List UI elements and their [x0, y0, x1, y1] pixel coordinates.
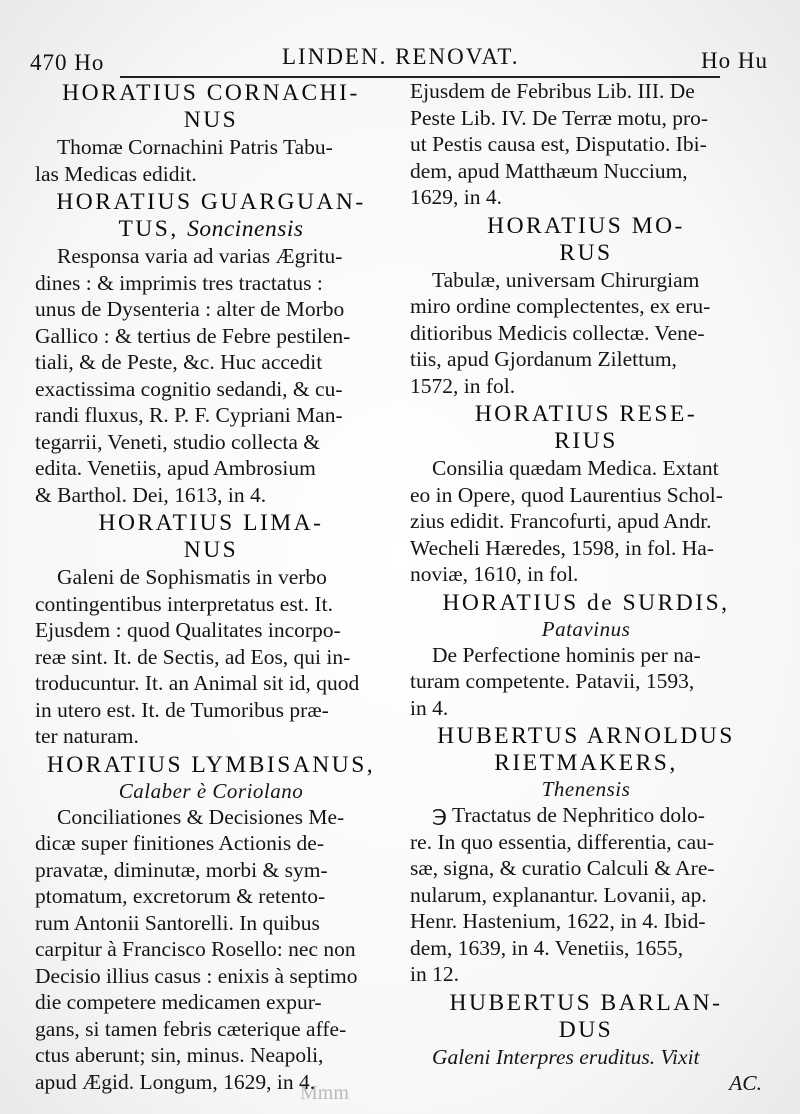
- text-line: exactissima cognitio sedandi, & cu-: [35, 376, 343, 401]
- text-line: re. In quo essentia, differentia, cau-: [410, 829, 715, 854]
- entry-heading: [35, 510, 387, 564]
- text-line: ut Pestis causa est, Disputatio. Ibi-: [410, 132, 707, 156]
- page-number-and-left-word: [30, 50, 104, 76]
- text-line: Tabulæ, universam Chirurgiam: [432, 267, 700, 292]
- heading-line: HORATIUS LYMBISANUS,: [46, 751, 376, 778]
- entry-body: [410, 802, 762, 988]
- heading-line: HORATIUS de SURDIS,: [442, 589, 730, 616]
- text-line: pravatæ, diminutæ, morbi & sym-: [35, 857, 328, 882]
- heading-line: TUS,: [118, 216, 179, 242]
- text-line: nularum, explanantur. Lovanii, ap.: [410, 882, 707, 907]
- text-line: las Medicas edidit.: [35, 161, 197, 186]
- text-line: Ejusdem de Febribus Lib. III. De: [410, 79, 695, 103]
- text-line: 1572, in fol.: [410, 373, 516, 398]
- right-words: Ho Hu: [701, 48, 768, 73]
- entry-body: [35, 243, 387, 508]
- entry-heading: [410, 990, 762, 1044]
- text-line: Ejusdem : quod Qualitates incorpo-: [35, 618, 341, 642]
- text-line: ter naturam.: [35, 724, 139, 748]
- entry-heading: [410, 213, 762, 267]
- entry-body: [410, 642, 762, 722]
- entry-heading: [35, 80, 387, 134]
- running-head: [30, 44, 768, 80]
- text-line: noviæ, 1610, in fol.: [410, 562, 579, 586]
- signature-mark: Mmm: [300, 1082, 349, 1104]
- left-word: Ho: [74, 50, 105, 75]
- entry-heading: [35, 189, 387, 243]
- heading-line: NUS: [183, 107, 239, 133]
- entry-body: [410, 78, 762, 211]
- text-line: in utero est. It. de Tumoribus præ-: [35, 697, 329, 722]
- heading-line: HUBERTUS BARLAN-: [449, 989, 723, 1016]
- text-line: Responsa varia ad varias Ægritu-: [57, 244, 343, 268]
- text-line: Henr. Hastenium, 1622, in 4. Ibid-: [410, 909, 706, 933]
- entry-body: [410, 267, 762, 400]
- text-line: rum Antonii Santorelli. In quibus: [35, 910, 320, 935]
- text-line: in 4.: [410, 695, 449, 720]
- heading-line: HORATIUS GUARGUAN-: [56, 189, 366, 215]
- heading-line: HORATIUS MO-: [487, 212, 685, 239]
- text-line: zius edidit. Francofurti, apud Andr.: [410, 509, 712, 533]
- text-line: ℈ Tractatus de Nephritico dolo-: [432, 803, 705, 827]
- entry-heading: [410, 590, 762, 617]
- entry-continuation: [410, 78, 762, 211]
- heading-line: HUBERTUS ARNOLDUS: [437, 723, 735, 749]
- entry-body: [410, 1044, 762, 1097]
- catchword: AC.: [729, 1071, 762, 1095]
- entry-body: [410, 455, 762, 588]
- text-line: Consilia quædam Medica. Extant: [432, 456, 719, 480]
- entry-barlandus: [410, 990, 762, 1097]
- heading-line: NUS: [183, 537, 239, 563]
- text-line: apud Ægid. Longum, 1629, in 4.: [35, 1069, 316, 1094]
- text-line: sæ, signa, & curatio Calculi & Are-: [410, 856, 715, 880]
- italic-text: Vixit: [660, 1044, 700, 1069]
- text-line: Thomæ Cornachini Patris Tabu-: [57, 135, 333, 159]
- entry-origin: Soncinensis: [187, 216, 304, 242]
- text-line: Conciliationes & Decisiones Me-: [57, 804, 345, 829]
- heading-line: HORATIUS LIMA-: [98, 510, 324, 536]
- entry-heading: [410, 723, 762, 777]
- italic-text: Galeni Interpres eruditus.: [432, 1044, 656, 1069]
- text-line: Galeni de Sophismatis in verbo: [57, 565, 327, 589]
- heading-line: RIETMAKERS,: [494, 750, 678, 776]
- entry-reserius: [410, 401, 762, 588]
- text-line: Wecheli Hæredes, 1598, in fol. Ha-: [410, 535, 714, 560]
- text-line: edita. Venetiis, apud Ambrosium: [35, 456, 316, 480]
- entry-lymbisanus: [35, 752, 387, 1096]
- text-line: ptomatum, excretorum & retento-: [35, 884, 326, 908]
- text-line: Peste Lib. IV. De Terræ motu, pro-: [410, 105, 709, 130]
- text-line: De Perfectione hominis per na-: [432, 642, 701, 667]
- text-line: randi fluxus, R. P. F. Cypriani Man-: [35, 403, 343, 427]
- text-line: tiali, & de Peste, &c. Huc accedit: [35, 350, 323, 374]
- entry-body: [35, 804, 387, 1096]
- text-line: Gallico : & tertius de Febre pestilen-: [35, 323, 351, 348]
- heading-line: DUS: [558, 1016, 614, 1043]
- entry-limanus: [35, 510, 387, 750]
- entry-origin: Patavinus: [541, 616, 631, 641]
- text-line: 1629, in 4.: [410, 185, 502, 209]
- heading-line: RIUS: [554, 428, 618, 454]
- text-line: miro ordine complectentes, ex eru-: [410, 294, 711, 318]
- heading-line: RUS: [559, 239, 613, 266]
- entry-rietmakers: [410, 723, 762, 988]
- text-line: Decisio illius casus : enixis à septimo: [35, 963, 358, 988]
- text-line: dicæ super finitiones Actionis de-: [35, 831, 325, 855]
- text-line: dem, 1639, in 4. Venetiis, 1655,: [410, 935, 684, 960]
- entry-morus: [410, 213, 762, 400]
- entry-heading: [410, 401, 762, 455]
- text-line: troducuntur. It. an Animal sit id, quod: [35, 671, 360, 695]
- entry-guarguantus: [35, 189, 387, 508]
- text-line: unus de Dysenteria : alter de Morbo: [35, 297, 345, 321]
- heading-line: HORATIUS CORNACHI-: [62, 80, 360, 106]
- text-line: gans, si tamen febris cæterique affe-: [35, 1016, 347, 1041]
- text-line: turam competente. Patavii, 1593,: [410, 669, 695, 693]
- left-column: [35, 78, 387, 1095]
- running-title: LINDEN. RENOVAT.: [282, 44, 520, 69]
- heading-line: HORATIUS RESE-: [474, 401, 698, 427]
- entry-body: [35, 134, 387, 187]
- right-column: [410, 78, 762, 1097]
- text-line: & Barthol. Dei, 1613, in 4.: [35, 482, 267, 507]
- text-line: tegarrii, Veneti, studio collecta &: [35, 429, 320, 454]
- entry-origin: Calaber è Coriolano: [118, 778, 304, 803]
- text-line: eo in Opere, quod Laurentius Schol-: [410, 482, 723, 507]
- text-line: carpitur à Francisco Rosello: nec non: [35, 937, 356, 961]
- text-line: ctus aberunt; sin, minus. Neapoli,: [35, 1043, 324, 1067]
- text-line: dem, apud Matthæum Nuccium,: [410, 158, 688, 183]
- page-number: 470: [30, 50, 68, 75]
- text-line: in 12.: [410, 962, 459, 986]
- text-line: tiis, apud Gjordanum Zilettum,: [410, 347, 677, 371]
- text-line: die competere medicamen expur-: [35, 990, 322, 1014]
- entry-body: [35, 564, 387, 750]
- text-line: contingentibus interpretatus est. It.: [35, 591, 333, 616]
- entry-origin: Thenensis: [541, 777, 631, 801]
- text-line: dines : & imprimis tres tractatus :: [35, 270, 323, 295]
- entry-de-surdis: [410, 590, 762, 722]
- entry-cornachinus: [35, 80, 387, 187]
- entry-heading: [35, 752, 387, 779]
- text-line: ditioribus Medicis collectæ. Vene-: [410, 320, 705, 345]
- text-line: reæ sint. It. de Sectis, ad Eos, qui in-: [35, 644, 351, 669]
